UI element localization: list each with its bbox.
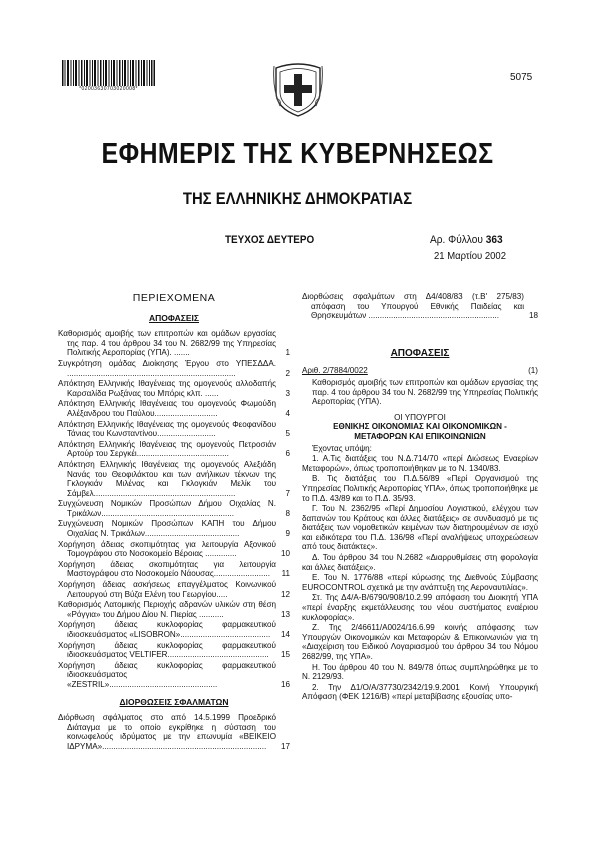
entry-page: 12 — [280, 589, 290, 599]
contents-heading: ΠΕΡΙΕΧΟΜΕΝΑ — [132, 292, 216, 304]
paragraph: 1. Α.Τις διατάξεις του Ν.Δ.714/70 «περί Διώσεως Εναερίων Μεταφορών», όπως τροποποιήθηκαν με το Ν. 1340/83. — [302, 454, 538, 473]
contents-entry[interactable]: Συγχώνευση Νομικών Προσώπων ΚΑΠΗ του Δήμου Οιχαλίας Ν. Τρικάλων.......................................... 9 — [58, 519, 290, 539]
entry-page: 6 — [285, 449, 290, 459]
decisions-heading: ΑΠΟΦΑΣΕΙΣ — [390, 347, 450, 359]
sheet-label: Αρ. Φύλλου — [430, 234, 483, 246]
entry-page: 1 — [285, 348, 290, 358]
entry-page: 16 — [280, 679, 290, 689]
entry-page: 5 — [285, 429, 290, 439]
contents-entry[interactable]: Χορήγηση άδειας ασκήσεως επαγγέλματος Κοινωνικού Λειτουργού στη Βύζα Ελένη του Γεωργίου..... 12 — [58, 580, 290, 599]
entry-page: 17 — [280, 741, 290, 751]
entry-page: 4 — [285, 408, 290, 418]
errata-entry[interactable]: Διόρθωση σφάλματος στο από 14.5.1999 Προεδρικό Διάταγμα με το οποίο εγκρίθηκε η σύσταση του κοινωφελούς ιδρύματος με την επωνυμία «ΒΕΙΚΕΙΟ ΙΔΡΥΜΑ»......................................................................... 17 — [58, 713, 290, 751]
greek-coat-of-arms-icon — [272, 58, 324, 118]
paragraph: 2. Την Δ1/Ο/Α/37730/2342/19.9.2001 Κοινή Υπουργική Απόφαση (ΦΕΚ 1216/Β) «περί μεταβίβασης εξουσίας υπο- — [302, 682, 538, 702]
decision-reference — [302, 366, 538, 376]
contents-entry[interactable]: Χορήγηση άδειας κυκλοφορίας φαρμακευτικού ιδιοσκευάσματος «ZESTRIL»................................................ 16 — [58, 660, 290, 689]
contents-entry[interactable]: Συγχώνευση Νομικών Προσώπων Δήμου Οιχαλίας Ν. Τρικάλων........................................................... 8 — [58, 499, 290, 518]
contents-entry[interactable]: Χορήγηση άδειας κυκλοφορίας φαρμακευτικού ιδιοσκευάσματος VELTIFER............................................. 15 — [58, 640, 290, 660]
errata-entry[interactable]: Διορθώσεις σφαλμάτων στη Δ4/408/83 (τ.Β' 275/83) απόφαση του Υπουργού Εθνικής Παιδείας και Θρησκευμάτων .......................................................... 18 — [302, 292, 538, 321]
entry-page: 3 — [285, 388, 290, 398]
entry-page: 15 — [280, 650, 290, 660]
entry-page: 7 — [285, 488, 290, 498]
entry-page: 13 — [280, 609, 290, 619]
barcode-number: *02003630703020008* — [79, 86, 138, 92]
authority-line: ΟΙ ΥΠΟΥΡΓΟΙ — [394, 412, 446, 422]
having-regard: Έχοντας υπόψη: — [312, 443, 372, 453]
contents-entry[interactable]: Απόκτηση Ελληνικής Ιθαγένειας της ομογενούς Πετροσιάν Αρτούρ του Σεργκέι......................................... 6 — [58, 439, 290, 459]
contents-entry[interactable]: Απόκτηση Ελληνικής Ιθαγένειας της ομογενούς Φεοφανίδου Τάνιας του Κωνσταντίνου.......................... 5 — [58, 419, 290, 439]
decisions-subheading: ΑΠΟΦΑΣΕΙΣ — [148, 312, 199, 323]
entry-page: 8 — [285, 508, 290, 518]
contents-entry[interactable]: Χορήγηση άδειας κυκλοφορίας φαρμακευτικού ιδιοσκευάσματος «LISOBRON»........................................ 14 — [58, 620, 290, 639]
decisions-column — [302, 292, 538, 703]
paragraph: Γ. Του Ν. 2362/95 «Περί Δημοσίου Λογιστικού, ελέγχου των δαπανών του Κράτους και άλλες διατάξεις» σε συνδυασμό με τις διατάξεις των νομοθετικών κειμένων των διατηρουμένων σε ισχύ και ειδικότερα του Π.Δ. 136/98 «Περί αναλήψεως υποχρεώσεων από τους διατάκτες». — [302, 504, 538, 552]
contents-entry[interactable]: Καθορισμός αμοιβής των επιτροπών και ομάδων εργασίας της παρ. 4 του άρθρου 34 του Ν. 2682/99 της Υπηρεσίας Πολιτικής Αεροπορίας (ΥΠΑ). ....... 1 — [58, 329, 290, 358]
gazette-subtitle: ΤΗΣ ΕΛΛΗΝΙΚΗΣ ΔΗΜΟΚΡΑΤΙΑΣ — [182, 190, 413, 208]
contents-entry[interactable]: Χορήγηση άδειας σκοπιμότητας για λειτουργία Αξονικού Τομογράφου στο Νοσοκομείο Βέροιας .............. 10 — [58, 539, 290, 559]
decision-ref-index: (1) — [528, 366, 538, 376]
decision-ref-number: Αριθ. 2/7884/0022 — [302, 366, 368, 376]
paragraph: Β. Τις διατάξεις του Π.Δ.56/89 «Περί Οργανισμού της Υπηρεσίας Πολιτικής Αεροπορίας ΥΠΑ», όπως τροποποιήθηκε με το Π.Δ. 43/89 και το Π.Δ. 35/93. — [302, 474, 538, 503]
entry-page: 10 — [280, 549, 290, 559]
issue-series: ΤΕΥΧΟΣ ΔΕΥΤΕΡΟ — [225, 234, 315, 246]
paragraph: Η. Του άρθρου 40 του Ν. 849/78 όπως συμπληρώθηκε με το Ν. 2129/93. — [302, 662, 538, 682]
sheet-number: 363 — [485, 234, 503, 246]
contents-entry[interactable]: Συγκρότηση ομάδας Διοίκησης Έργου στο ΥΠΕΣΔΔΑ. ........................................................................... 2 — [58, 358, 290, 378]
contents-entry[interactable]: Καθορισμός Λατομικής Περιοχής αδρανών υλικών στη θέση «Ρόγγια» του Δήμου Δίου Ν. Πιερίας ........... 13 — [58, 600, 290, 619]
contents-entry[interactable]: Απόκτηση Ελληνικής Ιθαγένειας της ομογενούς αλλοδαπής Καρσαλίδα Ρωξάνας του Μπόρις κλπ. ...... 3 — [58, 379, 290, 398]
decision-subject: Καθορισμός αμοιβής των επιτροπών και ομάδων εργασίας της παρ. 4 του άρθρου 34 του Ν. 2682/99 της Υπηρεσίας Πολιτικής Αεροπορίας (ΥΠΑ). — [312, 377, 538, 407]
contents-entry[interactable]: Απόκτηση Ελληνικής Ιθαγένειας της ομογενούς Αλεξιάδη Νανάς του Θεοφιλάκτου και των ανήλικων τέκνων της Γκλογκιάν Μιλένας και Γκλογκιάν Μελίκ του Σάμβελ............................................................... 7 — [58, 459, 290, 498]
entry-page: 18 — [528, 311, 538, 321]
paragraph: Ζ. Της 2/46611/Α0024/16.6.99 κοινής απόφασης των Υπουργών Οικονομικών και Μεταφορών & Επικοινωνιών για τη «Διαχείριση του Ειδικού Λογαριασμού του άρθρου 34 του Νόμου 2682/99, της ΥΠΑ». — [302, 623, 538, 661]
errata-subheading: ΔΙΟΡΘΩΣΕΙΣ ΣΦΑΛΜΑΤΩΝ — [119, 696, 229, 707]
barcode — [62, 60, 155, 86]
gazette-title: ΕΦΗΜΕΡΙΣ ΤΗΣ ΚΥΒΕΡΝΗΣΕΩΣ — [101, 138, 494, 170]
contents-column — [58, 294, 290, 753]
entry-page: 9 — [285, 529, 290, 539]
contents-entry[interactable]: Χορήγηση άδειας σκοπιμότητας για λειτουργία Μαστογράφου στο Νοσοκομείο Νάουσας......................... 11 — [58, 559, 290, 579]
page-number: 5075 — [510, 72, 533, 83]
paragraph: Ε. Του Ν. 1776/88 «περί κύρωσης της Διεθνούς Σύμβασης EUROCONTROL σχετικά με την ανάπτυξη της Αεροναυτιλίας». — [302, 573, 538, 592]
entry-page: 14 — [280, 630, 290, 639]
authority-line: ΜΕΤΑΦΟΡΩΝ ΚΑΙ ΕΠΙΚΟΙΝΩΝΙΩΝ — [354, 431, 486, 441]
issue-date: 21 Μαρτίου 2002 — [434, 251, 507, 262]
sheet-number-line — [430, 234, 503, 246]
paragraph: Στ. Της Δ4/Α-Β/6790/908/10.2.99 απόφαση του Διοικητή ΥΠΑ «περί έναρξης εκμετάλλευσης του νέου συστήματος εναέριου κυκλοφορίας». — [302, 593, 538, 622]
authority-line: ΕΘΝΙΚΗΣ ΟΙΚΟΝΟΜΙΑΣ ΚΑΙ ΟΙΚΟΝΟΜΙΚΩΝ - — [333, 422, 507, 432]
contents-entry[interactable]: Απόκτηση Ελληνικής Ιθαγένειας του ομογενούς Φωμούδη Αλέξανδρου του Παύλου............................ 4 — [58, 399, 290, 418]
entry-page: 11 — [281, 569, 290, 579]
entry-page: 2 — [285, 368, 290, 378]
paragraph: Δ. Του άρθρου 34 του Ν.2682 «Διαρρυθμίσεις στη φορολογία και άλλες διατάξεις». — [302, 553, 538, 572]
